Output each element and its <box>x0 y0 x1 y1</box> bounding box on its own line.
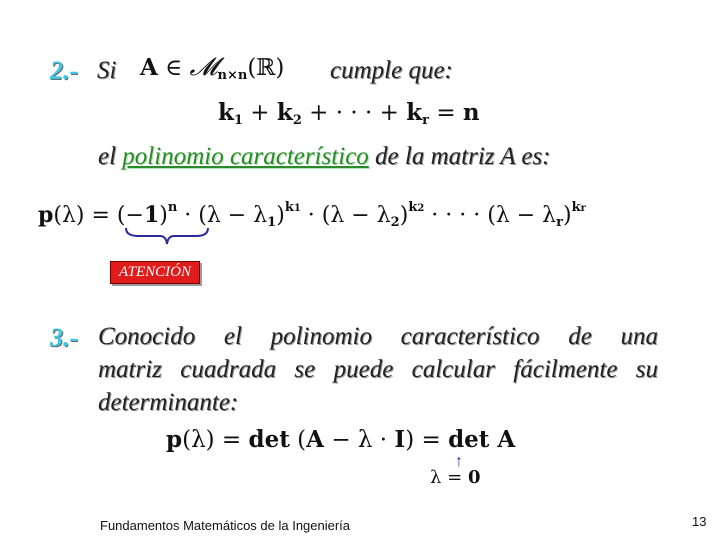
item-3-line-2: matriz cuadrada se puede calcular fácilmente su <box>98 356 658 383</box>
up-arrow-icon: ↑ <box>455 453 463 470</box>
footer-title: Fundamentos Matemáticos de la Ingeniería <box>100 518 351 533</box>
formula-polynomial: $p(\lambda) = (-1)^n \cdot (\lambda - \lambda_1)^{k1} \cdot (\lambda - \lambda_2)^{k2}$ · · · · $(\lambda - \lambda_r)^{kr}$ <box>38 200 586 230</box>
item-3-line-1: Conocido el polinomio característico de una <box>98 323 658 350</box>
line-suffix: de la matriz A es: <box>375 143 551 170</box>
lambda-zero-note: λ = 0 <box>430 467 481 488</box>
item-3-number: 3.- <box>50 323 79 352</box>
formula-a-in-m: A ∈ 𝓜$_{n\times n}$(ℝ) <box>140 52 285 83</box>
cumple-que-text: cumple que: <box>330 57 453 84</box>
formula-determinant: p(λ) = det (A − λ · I) = det A <box>166 426 516 453</box>
page-number: 13 <box>692 514 707 529</box>
underbrace-icon <box>122 226 212 248</box>
line-prefix: el <box>98 143 117 170</box>
item-2-number: 2.- <box>50 56 79 85</box>
formula-k-sum: $k_1 + k_2$ + · · · + $k_r = n$ <box>218 99 480 128</box>
attention-badge: ATENCIÓN <box>110 261 200 284</box>
highlight-characteristic-polynomial: polinomio característico <box>122 143 369 170</box>
item-3-line-3: determinante: <box>98 389 239 416</box>
si-text: Si <box>97 57 117 84</box>
characteristic-polynomial-line <box>98 143 551 171</box>
